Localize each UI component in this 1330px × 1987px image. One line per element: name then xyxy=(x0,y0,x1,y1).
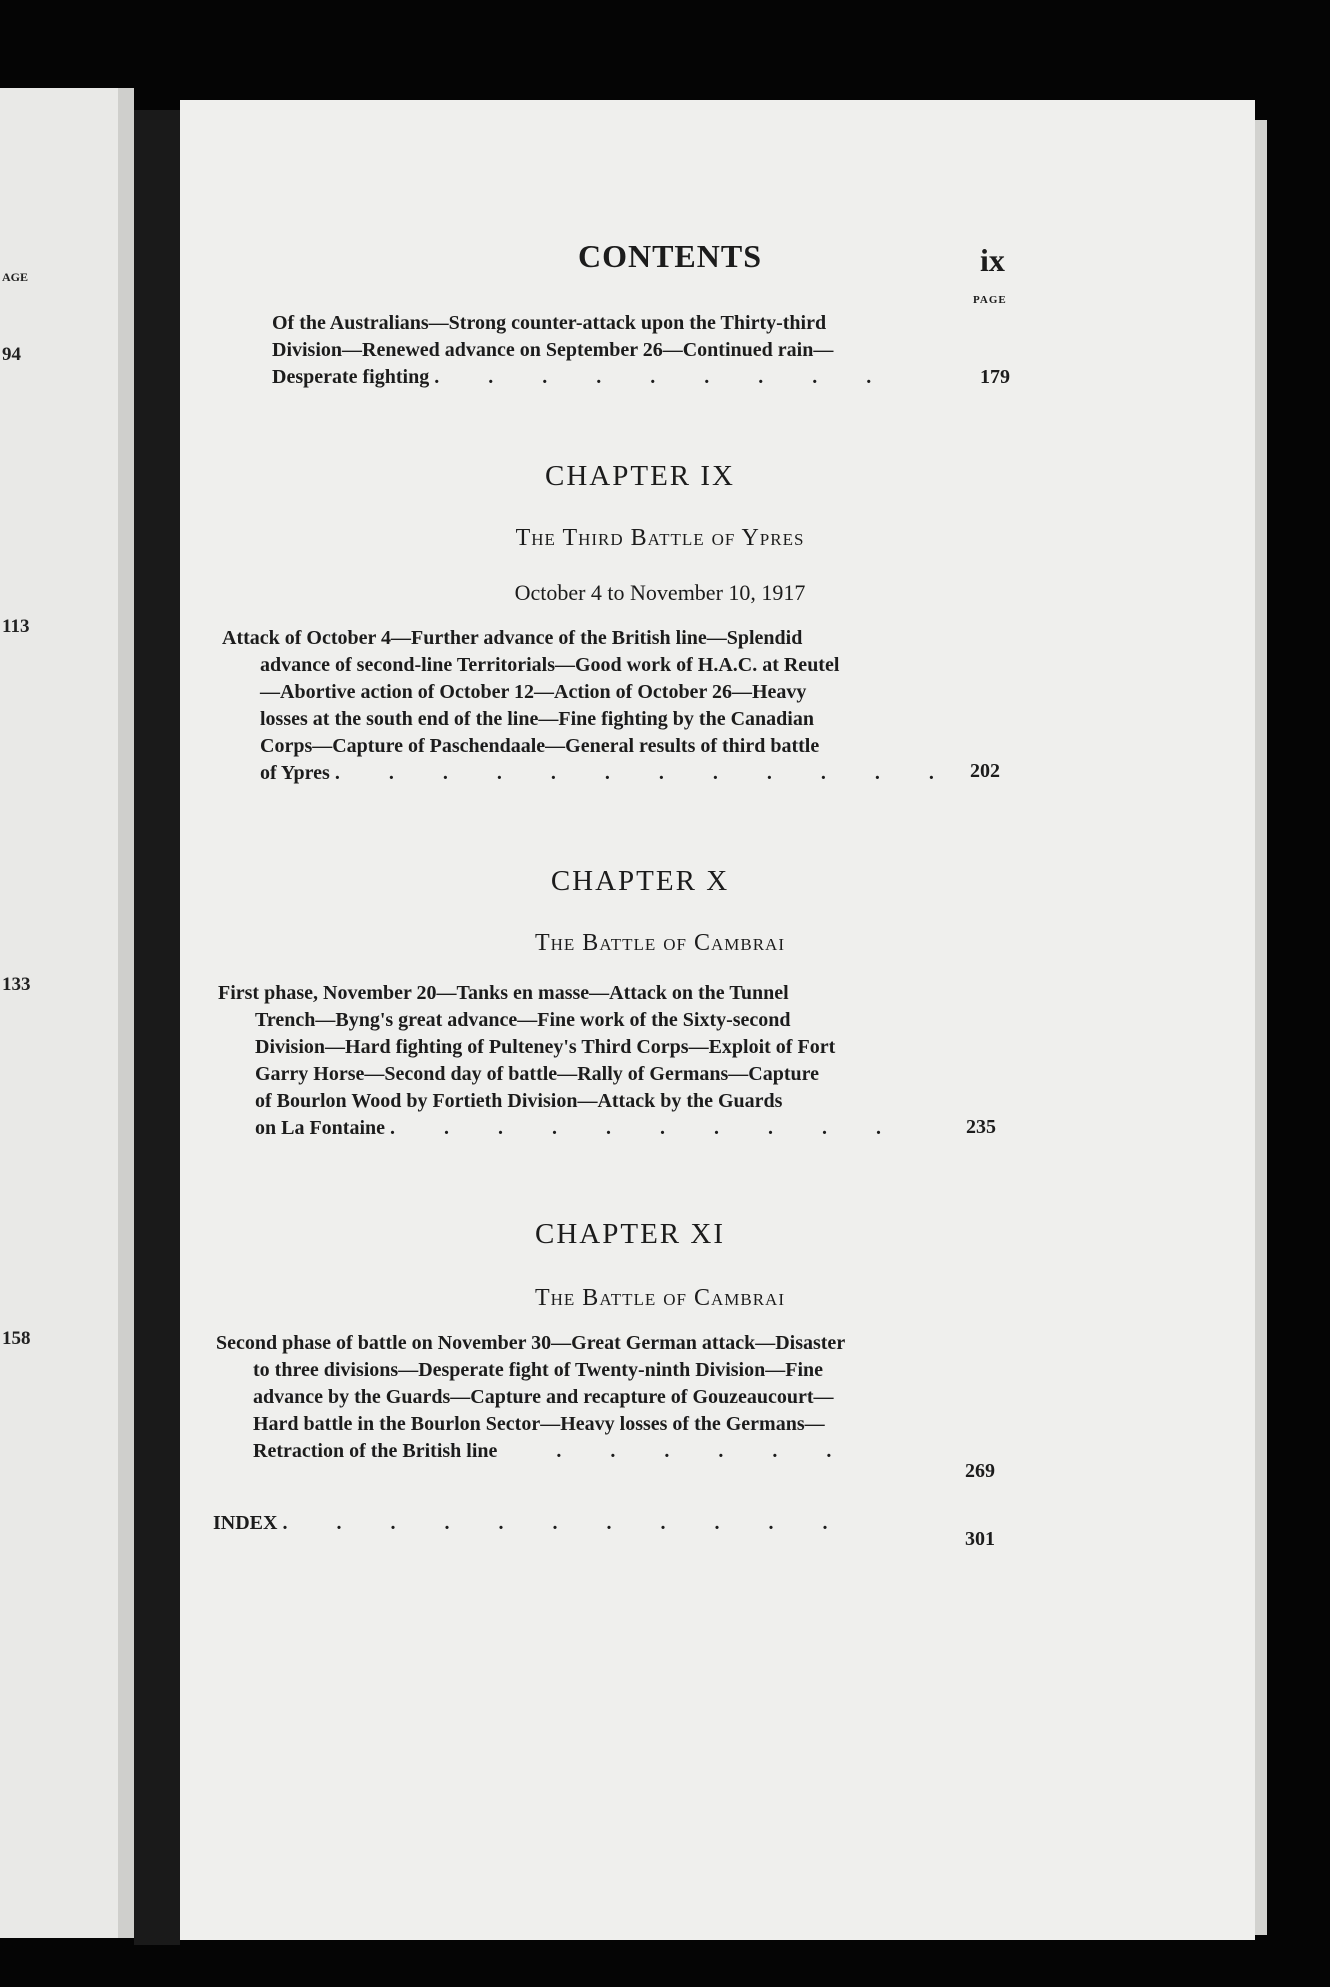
entry-line: advance of second-line Territorials—Good work of H.A.C. at Reutel xyxy=(260,654,840,676)
left-page-fragment: 113 xyxy=(2,616,30,637)
entry-line: to three divisions—Desperate fight of Twenty-ninth Division—Fine xyxy=(253,1359,824,1381)
entry-line: Division—Renewed advance on September 26—Continued rain— xyxy=(272,339,834,361)
entry-line: on La Fontaine . . . . . . . . . . xyxy=(255,1117,904,1139)
page-column-label: PAGE xyxy=(973,294,1007,306)
folio-number: ix xyxy=(980,242,1005,278)
page-title: CONTENTS xyxy=(577,238,763,274)
entry-line: Trench—Byng's great advance—Fine work of the Sixty-second xyxy=(255,1009,791,1031)
entry-line: of Ypres . . . . . . . . . . . . xyxy=(260,762,956,784)
entry-line: Hard battle in the Bourlon Sector—Heavy losses of the Germans— xyxy=(253,1413,825,1435)
left-page-fragment: 94 xyxy=(2,344,21,365)
entry-line: Desperate fighting . . . . . . . . . xyxy=(272,366,894,388)
entry-line: of Bourlon Wood by Fortieth Division—Attack by the Guards xyxy=(255,1090,783,1112)
page-number: 269 xyxy=(965,1460,995,1482)
entry-line: losses at the south end of the line—Fine fighting by the Canadian xyxy=(260,708,814,730)
entry-line: Of the Australians—Strong counter-attack upon the Thirty-third xyxy=(272,312,827,334)
entry-line: advance by the Guards—Capture and recapture of Gouzeaucourt— xyxy=(253,1386,834,1408)
chapter-heading: CHAPTER IX xyxy=(545,460,735,492)
right-page xyxy=(180,100,1255,1940)
entry-line: Attack of October 4—Further advance of the British line—Splendid xyxy=(222,627,803,649)
entry-line: Second phase of battle on November 30—Great German attack—Disaster xyxy=(216,1332,846,1354)
page-edge xyxy=(1255,120,1267,1935)
chapter-title: The Third Battle of Ypres xyxy=(515,525,805,551)
contents-page xyxy=(180,100,1255,1940)
index-entry: INDEX . . . . . . . . . . . xyxy=(213,1512,850,1534)
left-page-fragment: 133 xyxy=(2,974,31,995)
page-number: 235 xyxy=(966,1116,996,1138)
book-binding xyxy=(134,110,180,1945)
page-number: 179 xyxy=(980,366,1010,388)
page-number: 301 xyxy=(965,1528,995,1550)
entry-line: Retraction of the British line . . . . . . xyxy=(253,1440,854,1462)
chapter-heading: CHAPTER XI xyxy=(535,1218,725,1250)
entry-line: First phase, November 20—Tanks en masse—Attack on the Tunnel xyxy=(218,982,789,1004)
left-page xyxy=(0,88,134,1938)
page-number: 202 xyxy=(970,760,1000,782)
chapter-heading: CHAPTER X xyxy=(550,865,730,897)
entry-line: Division—Hard fighting of Pulteney's Third Corps—Exploit of Fort xyxy=(255,1036,836,1058)
chapter-title: The Battle of Cambrai xyxy=(534,930,785,956)
entry-line: Garry Horse—Second day of battle—Rally of Germans—Capture xyxy=(255,1063,820,1085)
entry-line: —Abortive action of October 12—Action of October 26—Heavy xyxy=(260,681,807,703)
entry-line: Corps—Capture of Paschendaale—General results of third battle xyxy=(260,735,820,757)
left-page-fragment: AGE xyxy=(2,270,29,284)
left-page-edge xyxy=(118,88,134,1938)
left-page-fragment: 158 xyxy=(2,1328,31,1349)
chapter-dates: October 4 to November 10, 1917 xyxy=(514,580,806,605)
chapter-title: The Battle of Cambrai xyxy=(534,1285,785,1311)
